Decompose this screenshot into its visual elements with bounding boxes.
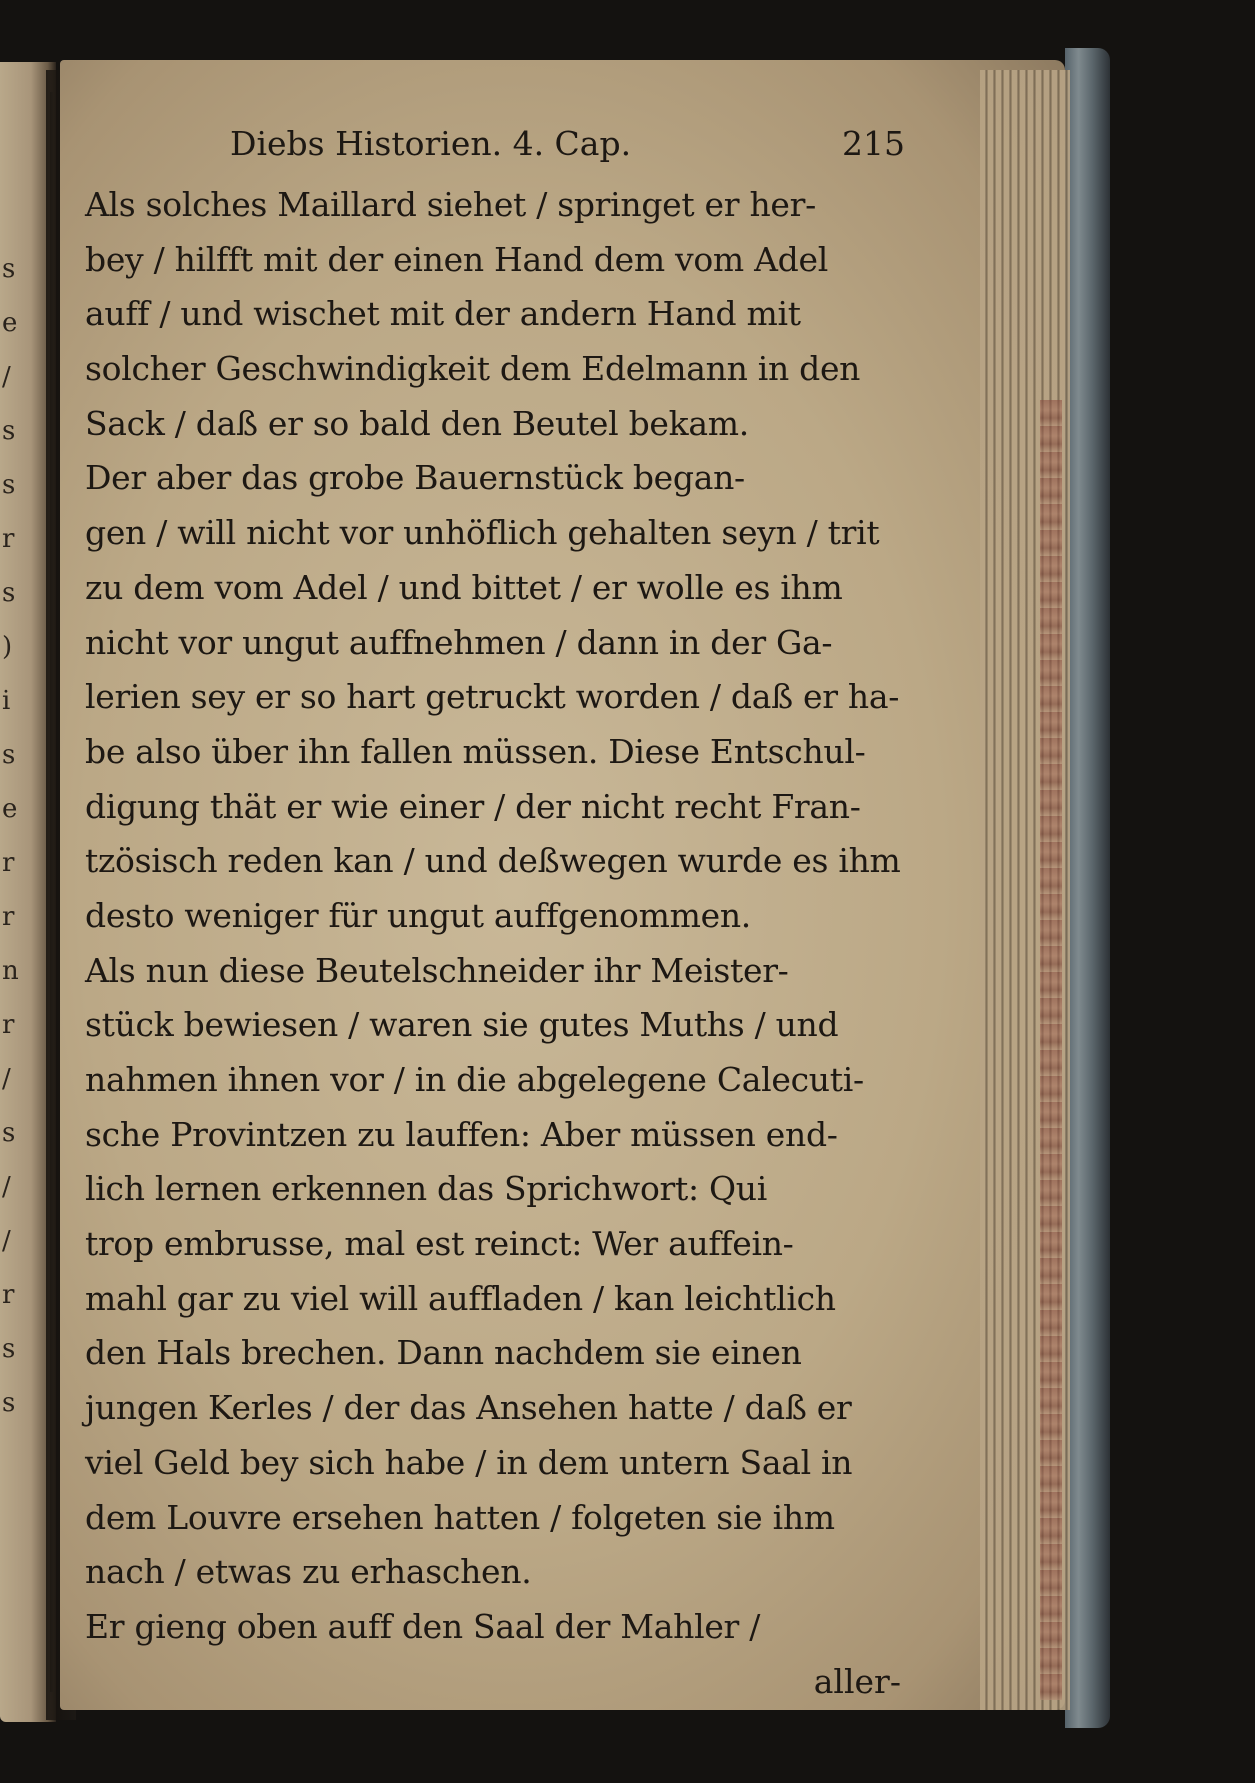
left-page-fragment: s [2, 578, 16, 608]
text-line: be also über ihn fallen müssen. Diese Entschul- [85, 731, 866, 771]
text-line: trop embrusse, mal est reinct: Wer auffein- [85, 1224, 794, 1264]
text-line: Als solches Maillard siehet / springet er her- [85, 185, 816, 224]
text-line: nach / etwas zu erhaschen. [85, 1552, 532, 1592]
left-page-fragment: s [2, 1388, 16, 1418]
text-line: Der aber das grobe Bauernstück began- [85, 458, 745, 498]
catchword: aller- [813, 1661, 901, 1701]
text-line: desto weniger für ungut auffgenommen. [85, 895, 751, 935]
left-page-fragment: r [2, 902, 15, 932]
text-line: auff / und wischet mit der andern Hand mit [85, 294, 801, 334]
left-page-fragment: r [2, 1280, 15, 1310]
left-page-fragment: r [2, 1010, 15, 1040]
text-line: den Hals brechen. Dann nachdem sie einen [85, 1333, 802, 1373]
page-text [85, 120, 905, 1709]
text-line: dem Louvre ersehen hatten / folgeten sie ihm [85, 1497, 835, 1537]
text-line: solcher Geschwindigkeit dem Edelmann in den [85, 349, 861, 389]
left-page-fragment: n [2, 956, 19, 986]
text-line: gen / will nicht vor unhöflich gehalten seyn / trit [85, 513, 880, 553]
left-page-fragment: / [2, 1064, 11, 1094]
left-page-fragment: ) [2, 632, 13, 662]
book-cover-edge [1065, 48, 1110, 1728]
left-page-fragment: r [2, 848, 15, 878]
page-number: 215 [842, 124, 905, 163]
text-line: tzösisch reden kan / und deßwegen wurde es ihm [85, 841, 901, 881]
left-page-fragment: s [2, 740, 16, 770]
text-line: nicht vor ungut auffnehmen / dann in der Ga- [85, 622, 833, 662]
text-line: Als nun diese Beutelschneider ihr Meister- [85, 950, 789, 990]
text-line: lerien sey er so hart getruckt worden / daß er ha- [85, 677, 900, 717]
page-header [85, 120, 905, 178]
left-page-fragment: s [2, 470, 16, 500]
left-page-fragment: / [2, 1226, 11, 1256]
text-line: lich lernen erkennen das Sprichwort: Qui [85, 1169, 767, 1209]
left-page-fragment: i [2, 686, 11, 716]
text-line: jungen Kerles / der das Ansehen hatte / daß er [85, 1388, 852, 1428]
text-line: Er gieng oben auff den Saal der Mahler / [85, 1606, 761, 1646]
left-page-fragment: / [2, 1172, 11, 1202]
text-line: mahl gar zu viel will auffladen / kan leichtlich [85, 1278, 836, 1318]
text-line: stück bewiesen / waren sie gutes Muths / und [85, 1005, 839, 1045]
red-page-edge [1040, 400, 1062, 1700]
text-line: viel Geld bey sich habe / in dem untern Saal in [85, 1442, 853, 1482]
body-text [85, 178, 905, 1655]
left-page-fragment: s [2, 1118, 16, 1148]
left-page-fragment: e [2, 794, 18, 824]
left-page-fragment: r [2, 524, 15, 554]
text-line: zu dem vom Adel / und bittet / er wolle es ihm [85, 567, 843, 607]
left-page-fragment: / [2, 362, 11, 392]
text-line: digung thät er wie einer / der nicht recht Fran- [85, 786, 861, 826]
left-page-fragments [2, 242, 32, 1430]
text-line: sche Provintzen zu lauffen: Aber müssen end- [85, 1114, 838, 1154]
left-page-fragment: s [2, 416, 16, 446]
left-page-fragment: s [2, 254, 16, 284]
left-page-fragment: e [2, 308, 18, 338]
text-line: nahmen ihnen vor / in die abgelegene Calecuti- [85, 1060, 864, 1099]
left-page-fragment: s [2, 1334, 16, 1364]
running-title: Diebs Historien. 4. Cap. [230, 124, 632, 163]
text-line: bey / hilfft mit der einen Hand dem vom Adel [85, 239, 828, 279]
text-line: Sack / daß er so bald den Beutel bekam. [85, 403, 749, 443]
